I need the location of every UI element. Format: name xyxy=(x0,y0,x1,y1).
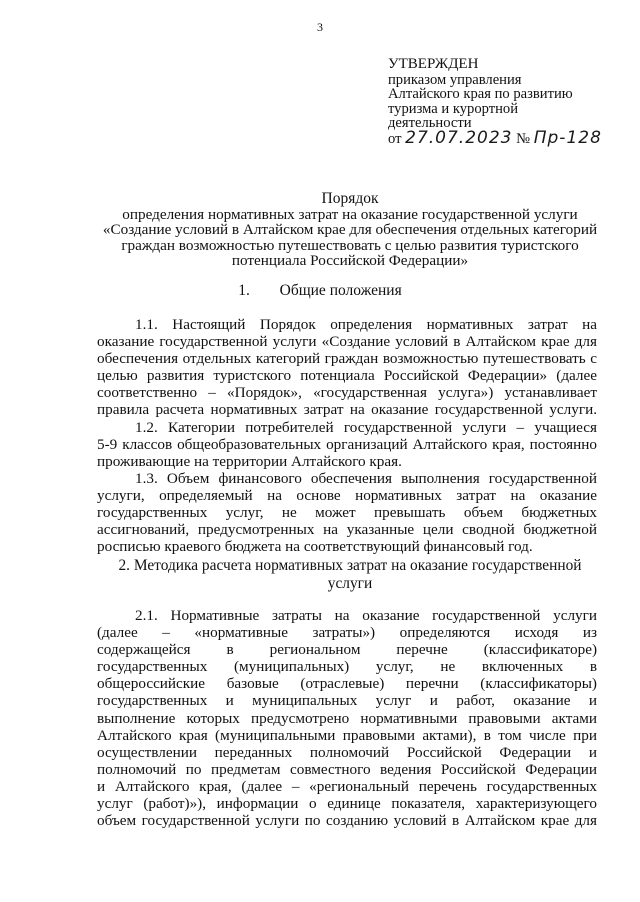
text-line: содержащейся в региональном перечне (классификаторе) xyxy=(97,641,597,659)
approval-line: деятельности xyxy=(388,115,472,131)
order-prefix: от xyxy=(388,130,402,147)
order-number-sign: № xyxy=(516,130,531,147)
section-1-title: Общие положения xyxy=(279,282,402,299)
text-line: и Алтайского края, (далее – «региональный перечень государственных xyxy=(97,777,597,795)
approval-heading: УТВЕРЖДЕН xyxy=(388,56,479,72)
approval-stamp xyxy=(388,57,628,146)
section-2-heading xyxy=(110,557,590,593)
text-line: обеспечения отдельных категорий граждан возможностью путешествовать с xyxy=(97,350,597,368)
text-line: объем государственной услуги по созданию условий в Алтайском крае для xyxy=(97,812,597,830)
text-line: 5-9 классов общеобразовательных организаций Алтайского края, постоянно xyxy=(97,435,597,453)
document-title: Порядок xyxy=(321,190,379,207)
approval-line: Алтайского края по развитию xyxy=(388,86,573,102)
document-subtitle-line: определения нормативных затрат на оказание государственной услуги xyxy=(122,205,578,223)
text-line: 2.1. Нормативные затраты на оказание государственной услуги xyxy=(135,607,597,624)
text-line: услуги, определяемый на основе нормативных затрат на оказание xyxy=(97,486,597,504)
text-line: оказание государственной услуги «Создание условий в Алтайском крае для xyxy=(97,333,597,351)
approval-line: туризма и курортной xyxy=(388,100,519,117)
document-subtitle-line: потенциала Российской Федерации» xyxy=(231,252,469,270)
text-line: государственных (муниципальных) услуг, не включенных в xyxy=(97,658,597,676)
text-line: общероссийские базовые (отраслевые) перечни (классификаторы) xyxy=(97,675,597,693)
paragraph-1-2 xyxy=(97,419,597,436)
text-line: целью развития туристского потенциала Российской Федерации» (далее xyxy=(97,367,597,385)
section-1-heading xyxy=(0,282,640,300)
section-1-number: 1. xyxy=(238,282,250,299)
text-line: полномочий по предметам совместного ведения Российской Федерации xyxy=(97,760,597,778)
order-reference xyxy=(388,127,628,148)
text-line: соответственно – «Порядок», «государственная услуга») устанавливает xyxy=(97,384,597,402)
text-line: Алтайского края (муниципальными правовыми актами), в том числе при xyxy=(97,726,597,744)
document-subtitle-line: «Создание условий в Алтайском крае для обеспечения отдельных категорий xyxy=(102,221,598,239)
text-line: 1.2. Категории потребителей государственной услуги – учащиеся xyxy=(135,418,597,436)
paragraph-2-1 xyxy=(97,607,597,624)
text-line: выполнение которых предусмотрено нормативными правовыми актами xyxy=(97,709,597,727)
page-number: 3 xyxy=(317,20,323,34)
section-2-body xyxy=(97,607,597,829)
text-line: государственных и муниципальных услуг и работ, оказание и xyxy=(97,692,597,710)
approval-line: приказом управления xyxy=(388,71,522,88)
text-line: 1.3. Объем финансового обеспечения выполнения государственной xyxy=(135,469,597,487)
text-line: правила расчета нормативных затрат на оказание государственной услуги. xyxy=(97,401,597,419)
paragraph-1-3 xyxy=(97,470,597,487)
paragraph-1-1 xyxy=(97,316,597,333)
section-2-title-line: 2. Методика расчета нормативных затрат на оказание государственной xyxy=(118,557,582,574)
text-line: (далее – «нормативные затраты») определяются исходя из xyxy=(97,624,597,642)
text-line: осуществлении переданных полномочий Российской Федерации и xyxy=(97,743,597,761)
document-subtitle-line: граждан возможностью путешествовать с целью развития туристского xyxy=(121,236,579,254)
document-title-block xyxy=(90,191,610,269)
text-line: ассигнований, предусмотренных на указанные цели сводной бюджетной xyxy=(97,521,597,539)
text-line: 1.1. Настоящий Порядок определения нормативных затрат на xyxy=(135,316,597,333)
order-date-handwritten: 27.07.2023 xyxy=(405,127,513,148)
order-number-handwritten: Пр-128 xyxy=(533,127,602,148)
text-line: услуг (работ)»), информации о единице показателя, характеризующего xyxy=(97,795,597,813)
section-1-body xyxy=(97,316,597,555)
text-line: проживающие на территории Алтайского края. xyxy=(97,452,402,470)
section-2-title-line: услуги xyxy=(327,575,373,592)
text-line: росписью краевого бюджета на соответствующий финансовый год. xyxy=(97,538,533,556)
text-line: государственных услуг, не может превышать объем бюджетных xyxy=(97,504,597,522)
